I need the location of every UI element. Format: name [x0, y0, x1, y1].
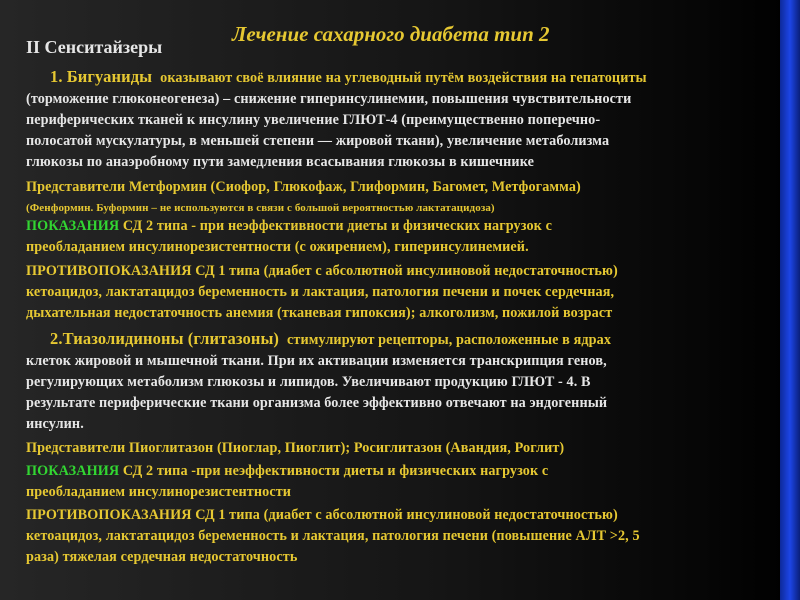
biguanides-indications-text: СД 2 типа - при неэффективности диеты и физических нагрузок с — [119, 218, 552, 234]
glitazones-contra-line-2: кетоацидоз, лактатацидоз беременность и лактация, патология печени (повышение АЛТ >2, 5 — [26, 528, 640, 544]
glitazones-indications-label: ПОКАЗАНИЯ — [26, 463, 120, 479]
glitazones-text-line-2: регулирующих метаболизм глюкозы и липидов. Увеличивают продукцию ГЛЮТ - 4. В — [26, 374, 591, 390]
biguanides-indications-label: ПОКАЗАНИЯ — [26, 218, 120, 234]
biguanides-text-line-1: (торможение глюконеогенеза) – снижение гиперинсулинемии, повышения чувствительности — [26, 91, 632, 107]
glitazones-indications — [26, 463, 548, 480]
glitazones-intro-line — [50, 329, 611, 349]
slide-title: Лечение сахарного диабета тип 2 — [232, 22, 550, 46]
biguanides-text-line-2: периферических тканей к инсулину увеличение ГЛЮТ-4 (преимущественно поперечно- — [26, 112, 601, 128]
biguanides-intro-text: оказывают своё влияние на углеводный путём воздействия на гепатоциты — [160, 70, 647, 86]
glitazones-contra-line-3: раза) тяжелая сердечная недостаточность — [26, 549, 298, 565]
biguanides-text-line-4: глюкозы по анаэробному пути замедления всасывания глюкозы в кишечнике — [26, 154, 535, 170]
biguanides-text-line-3: полосатой мускулатуры, в меньшей степени — жировой ткани), увеличение метаболизма — [26, 133, 610, 149]
biguanides-contra-line-1: ПРОТИВОПОКАЗАНИЯ СД 1 типа (диабет с абсолютной инсулиновой недостаточностью) — [26, 263, 618, 279]
biguanides-note: (Фенформин. Буформин – не используются в связи с большой вероятностью лактатацидоза) — [26, 202, 495, 214]
biguanides-representatives: Представители Метформин (Сиофор, Глюкофаж, Глиформин, Багомет, Метфогамма) — [26, 179, 581, 195]
glitazones-contra-line-1: ПРОТИВОПОКАЗАНИЯ СД 1 типа (диабет с абсолютной инсулиновой недостаточностью) — [26, 507, 618, 523]
biguanides-indications — [26, 218, 552, 235]
section-heading: II Сенситайзеры — [26, 37, 163, 57]
biguanides-indications-line-2: преобладанием инсулинорезистентности (с ожирением), гиперинсулинемией. — [26, 239, 529, 255]
glitazones-text-line-1: клеток жировой и мышечной ткани. При их активации изменяется транскрипция генов, — [26, 353, 607, 369]
glitazones-text-line-4: инсулин. — [26, 416, 84, 432]
biguanides-contra-line-2: кетоацидоз, лактатацидоз беременность и лактация, патология печени и почек сердечная, — [26, 284, 615, 300]
biguanides-heading: 1. Бигуаниды — [50, 67, 153, 86]
side-accent-bar — [780, 0, 800, 600]
glitazones-indications-text: СД 2 типа -при неэффективности диеты и физических нагрузок с — [119, 463, 549, 479]
glitazones-indications-line-2: преобладанием инсулинорезистентности — [26, 484, 292, 500]
glitazones-intro-text: стимулируют рецепторы, расположенные в ядрах — [287, 332, 612, 348]
glitazones-text-line-3: результате периферические ткани организма более эффективно отвечают на эндогенный — [26, 395, 608, 411]
biguanides-contra-line-3: дыхательная недостаточность анемия (тканевая гипоксия); алкоголизм, пожилой возраст — [26, 305, 613, 321]
glitazones-representatives: Представители Пиоглитазон (Пиоглар, Пиоглит); Росиглитазон (Авандия, Роглит) — [26, 440, 565, 456]
biguanides-intro-line — [50, 67, 647, 87]
glitazones-heading: 2.Тиазолидиноны (глитазоны) — [50, 329, 280, 348]
